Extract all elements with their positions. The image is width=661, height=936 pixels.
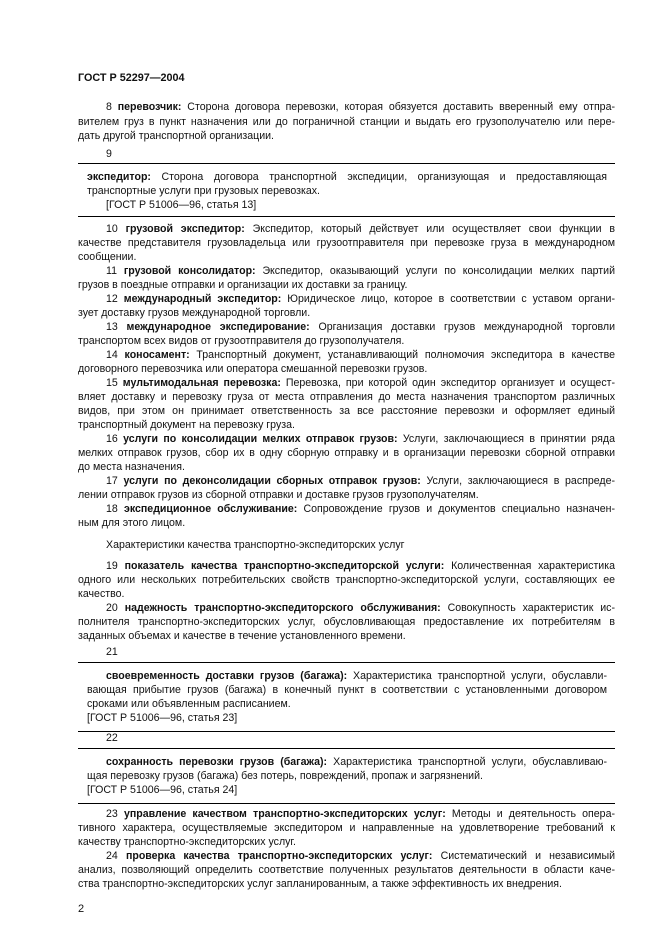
term-18-line-1 <box>78 503 615 515</box>
term-10-definition: Экспедитор, который действует или осуществляет свои функции в <box>244 223 616 235</box>
term-23-name: управление качеством транспортно-экспедиторских услуг: <box>123 808 446 820</box>
term-21-definition: Характеристика транспортной услуги, обуславли- <box>347 670 607 682</box>
term-8-definition: Сторона договора перевозки, которая обязуется доставить вверенный ему отпра- <box>181 101 615 113</box>
term-22-name: сохранность перевозки грузов (багажа): <box>106 756 328 768</box>
term-15-line-4: транспортный документ на перевозку груза. <box>78 419 295 431</box>
term-13-line-2: транспортом всех видов от грузоотправителя до грузополучателя. <box>78 335 405 347</box>
term-13-name: международное экспедирование: <box>126 321 310 333</box>
term-10-line-3: сообщении. <box>78 251 137 263</box>
term-8-line-1 <box>78 101 615 113</box>
term-14-line-1 <box>78 349 615 361</box>
term-15-line-1 <box>78 377 615 389</box>
term-17-line-2: лении отправок грузов из сборной отправки и доставке грузов грузополучателям. <box>78 489 479 501</box>
term-16-name: услуги по консолидации мелких отправок грузов: <box>123 433 398 445</box>
term-11-line-2: грузов в поездные отправки и организации их доставки за границу. <box>78 279 408 291</box>
term-23-line-2: тивного характера, осуществляемые экспедитором и направленные на удовлетворение требований к <box>78 822 615 834</box>
term-24-number: 24 <box>106 850 118 862</box>
term-15-number: 15 <box>106 377 118 389</box>
term-23-line-3: качеству транспортно-экспедиторских услуг. <box>78 836 296 848</box>
term-23-definition: Методы и деятельность опера- <box>445 808 615 820</box>
term-9-line-2: транспортные услуги при грузовых перевозках. <box>87 185 320 197</box>
term-12-name: международный экспедитор: <box>123 293 282 305</box>
term-13-definition: Организация доставки грузов международной торговли <box>309 321 615 333</box>
term-13-number: 13 <box>106 321 118 333</box>
term-9-number: 9 <box>106 148 112 160</box>
term-10-number: 10 <box>106 223 118 235</box>
term-19-line-3: качество. <box>78 588 125 600</box>
term-17-number: 17 <box>106 475 118 487</box>
term-22-number: 22 <box>106 732 118 744</box>
term-16-line-2: мелких отправок грузов, сбор их в одну сборную отправку и в организации перевозки сборной отправки <box>78 447 615 459</box>
term-17-name: услуги по деконсолидации сборных отправок грузов: <box>123 475 421 487</box>
term-14-definition: Транспортный документ, устанавливающий полномочия экспедитора в качестве <box>189 349 615 361</box>
term-9-line-1 <box>87 171 607 183</box>
term-21-line-3: сроками или объявленным расписанием. <box>87 698 291 710</box>
term-9-source: [ГОСТ Р 51006—96, статья 13] <box>106 199 257 211</box>
term-24-line-1 <box>78 850 615 862</box>
term-17-definition: Услуги, заключающиеся в распреде- <box>420 475 615 487</box>
term-21-line-1 <box>87 670 607 682</box>
term-10-name: грузовой экспедитор: <box>125 223 245 235</box>
term-9-name: экспедитор: <box>87 171 151 183</box>
term-24-definition: Систематический и независимый <box>432 850 616 862</box>
term-16-line-3: до места назначения. <box>78 461 185 473</box>
term-21-name: своевременность доставки грузов (багажа): <box>106 670 348 682</box>
term-19-definition: Количественная характеристика <box>444 560 615 572</box>
term-8-line-3: дать другой транспортной организации. <box>78 130 274 142</box>
term-15-line-3: видов, при этом он принимает ответственность за все расстояние перевозки и оформляет единый <box>78 405 615 417</box>
term-11-definition: Экспедитор, оказывающий услуги по консолидации мелких партий <box>255 265 615 277</box>
term-20-line-3: заданных объемах и качестве в течение установленного времени. <box>78 630 406 642</box>
page-header: ГОСТ Р 52297—2004 <box>78 72 185 84</box>
term-16-line-1 <box>78 433 615 445</box>
term-22-definition: Характеристика транспортной услуги, обуславливаю- <box>327 756 607 768</box>
page-number: 2 <box>78 903 85 915</box>
term-21-source: [ГОСТ Р 51006—96, статья 23] <box>87 712 238 724</box>
term-19-name: показатель качества транспортно-экспедиторской услуги: <box>124 560 445 572</box>
term-16-number: 16 <box>106 433 118 445</box>
term-22-source: [ГОСТ Р 51006—96, статья 24] <box>87 784 238 796</box>
term-20-line-1 <box>78 602 615 614</box>
term-15-definition: Перевозка, при которой один экспедитор организует и осущест- <box>280 377 615 389</box>
term-20-definition: Совокупность характеристик ис- <box>440 602 616 614</box>
term-12-line-1 <box>78 293 615 305</box>
term-12-line-2: зует доставку грузов международной торговли. <box>78 307 311 319</box>
term-14-number: 14 <box>106 349 118 361</box>
term-20-number: 20 <box>106 602 118 614</box>
term-13-line-1 <box>78 321 615 333</box>
term-19-number: 19 <box>106 560 118 572</box>
term-18-name: экспедиционное обслуживание: <box>124 503 298 515</box>
term-23-line-1 <box>78 808 615 820</box>
term-21-number: 21 <box>106 646 118 658</box>
term-17-line-1 <box>78 475 615 487</box>
term-21-line-2: вающая прибытие грузов (багажа) в конечный пункт в соответствии с установленными договором <box>87 684 607 696</box>
term-20-name: надежность транспортно-экспедиторского обслуживания: <box>124 602 441 614</box>
term-15-line-2: вляет доставку и перевозку груза от места отправления до места назначения транспортом различных <box>78 391 615 403</box>
term-24-name: проверка качества транспортно-экспедиторских услуг: <box>125 850 433 862</box>
term-22-line-1 <box>87 756 607 768</box>
term-24-line-3: ства транспортно-экспедиторских услуг запланированным, а также эффективность их внедрения. <box>78 878 562 890</box>
term-8-name: перевозчик: <box>117 101 182 113</box>
term-12-number: 12 <box>106 293 118 305</box>
term-8-line-2: вителем груз в пункт назначения или до пограничной станции и выдать его грузополучателю или пере- <box>78 116 615 128</box>
term-19-line-1 <box>78 560 615 572</box>
term-10-line-1 <box>78 223 615 235</box>
term-18-definition: Сопровождение грузов и документов специально назначен- <box>297 503 615 515</box>
term-11-line-1 <box>78 265 615 277</box>
term-16-definition: Услуги, заключающиеся в принятии ряда <box>397 433 615 445</box>
term-20-line-2: полнителя транспортно-экспедиторских услуг, обусловливающая предоставление их потребителям в <box>78 616 615 628</box>
section-heading: Характеристики качества транспортно-экспедиторских услуг <box>106 539 405 551</box>
term-22-line-2: щая перевозку грузов (багажа) без потерь, повреждений, пропаж и загрязнений. <box>87 770 483 782</box>
term-11-name: грузовой консолидатор: <box>123 265 256 277</box>
term-11-number: 11 <box>106 265 117 277</box>
term-18-number: 18 <box>106 503 118 515</box>
term-24-line-2: анализ, позволяющий определить соответствие полученных результатов деятельности в области каче- <box>78 864 615 876</box>
term-18-line-2: ным для этого лицом. <box>78 517 186 529</box>
term-9-definition: Сторона договора транспортной экспедиции, организующая и предоставляющая <box>150 171 607 183</box>
term-23-number: 23 <box>106 808 118 820</box>
term-12-definition: Юридическое лицо, которое в соответствии с уставом органи- <box>281 293 615 305</box>
term-19-line-2: одного или нескольких потребительских свойств транспортно-экспедиторской услуги, составляющих ее <box>78 574 615 586</box>
term-14-line-2: договорного перевозчика или оператора смешанной перевозки грузов. <box>78 363 428 375</box>
term-14-name: коносамент: <box>124 349 190 361</box>
term-15-name: мультимодальная перевозка: <box>122 377 281 389</box>
term-8-number: 8 <box>106 101 112 113</box>
term-10-line-2: качестве представителя грузовладельца или грузоотправителя при перевозке груза в международном <box>78 237 615 249</box>
